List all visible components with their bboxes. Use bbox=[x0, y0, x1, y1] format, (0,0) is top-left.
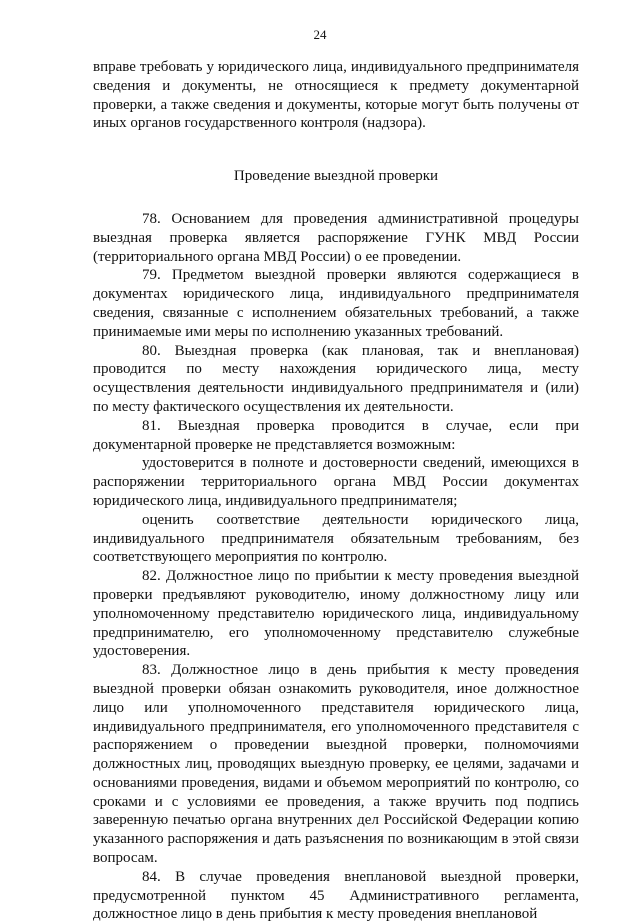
paragraph-82: 82. Должностное лицо по прибытии к месту проведения выездной проверки предъявляют руководителю, иному должностному лицу или уполномоченному представителю юридического лица, индивидуальному предпринимателю, его уполномоченному представителю служебные удостоверения. bbox=[93, 568, 579, 660]
paragraph-81-item-2: оценить соответствие деятельности юридического лица, индивидуального предпринимателя обязательным требованиям, без соответствующего мероприятия по контролю. bbox=[93, 511, 579, 566]
section-heading: Проведение выездной проверки bbox=[233, 168, 439, 185]
paragraph-78: 78. Основанием для проведения административной процедуры выездная проверка является распоряжение ГУНК МВД России (территориального органа МВД России) о ее проведении. bbox=[93, 210, 579, 265]
paragraph-83: 83. Должностное лицо в день прибытия к месту проведения выездной проверки обязан ознакомить руководителя, иное должностное лицо или уполномоченного представителя юридического лица, индивидуального предпринимателя, его уполномоченного представителя с распоряжением о проведении выездной проверки, полномочиями должностных лиц, проводящих выездную проверку, ее целями, задачами и основаниями проведения, видами и объемом мероприятий по контролю, со сроками и с условиями ее проведения, а также вручить под подпись заверенную печатью органа внутренних дел Российской Федерации копию указанного распоряжения и дать разъяснения по возникающим в этой связи вопросам. bbox=[93, 662, 579, 867]
document-body bbox=[93, 58, 579, 924]
paragraph-81-item-1: удостоверится в полноте и достоверности сведений, имеющихся в распоряжении территориального органа МВД России документах юридического лица, индивидуального предпринимателя; bbox=[93, 455, 579, 509]
paragraph-81: 81. Выездная проверка проводится в случае, если при документарной проверке не представляется возможным: bbox=[93, 417, 579, 453]
page-number: 24 bbox=[313, 27, 327, 42]
paragraph-80: 80. Выездная проверка (как плановая, так и внеплановая) проводится по месту нахождения юридического лица, месту осуществления деятельности индивидуального предпринимателя и (или) по месту фактического осуществления их деятельности. bbox=[93, 342, 579, 415]
intro-paragraph: вправе требовать у юридического лица, индивидуального предпринимателя сведения и документы, не относящиеся к предмету документарной проверки, а также сведения и документы, которые могут быть получены от иных органов государственного контроля (надзора). bbox=[93, 59, 579, 132]
paragraph-79: 79. Предметом выездной проверки являются содержащиеся в документах юридического лица, индивидуального предпринимателя сведения, связанные с исполнением обязательных требований, а также принимаемые ими меры по исполнению указанных требований. bbox=[93, 267, 579, 340]
paragraph-84: 84. В случае проведения внеплановой выездной проверки, предусмотренной пунктом 45 Административного регламента, должностное лицо в день прибытия к месту проведения внеплановой bbox=[93, 868, 579, 923]
